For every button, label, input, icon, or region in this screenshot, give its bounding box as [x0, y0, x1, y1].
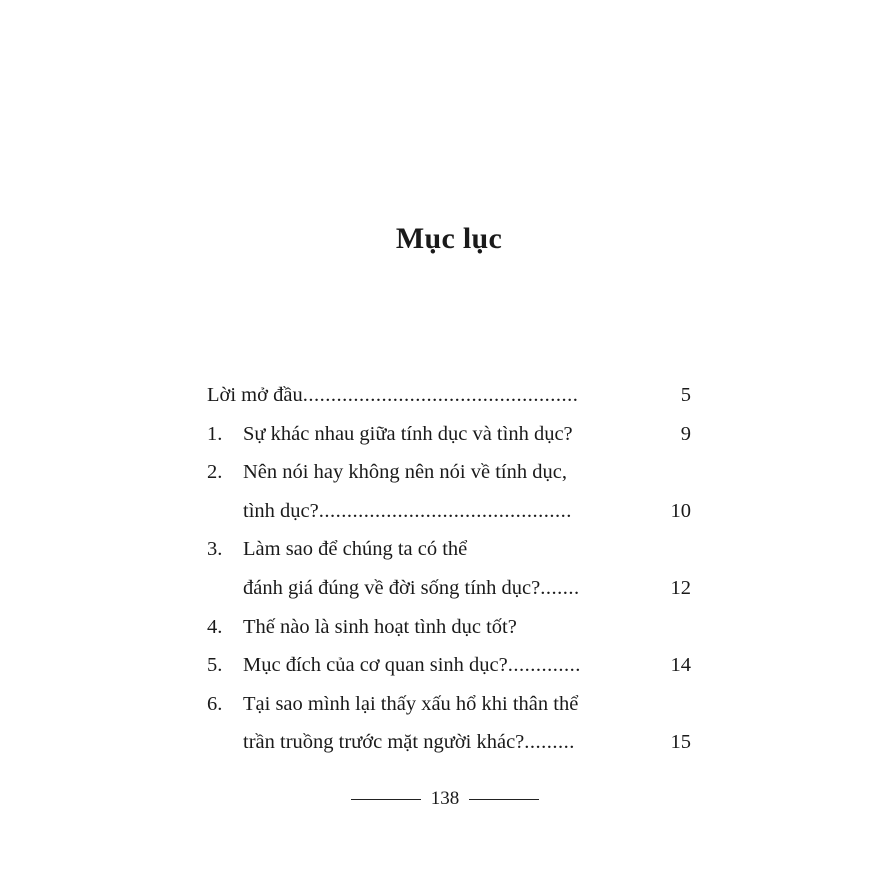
toc-entry-number: 1.	[207, 422, 223, 445]
table-of-contents	[207, 376, 691, 762]
toc-entry-number: 3.	[207, 538, 223, 561]
toc-entry-6-continued	[207, 723, 691, 762]
toc-entry-text: Sự khác nhau giữa tính dục và tình dục?	[243, 422, 573, 445]
toc-entry-5	[207, 646, 691, 685]
toc-entry-2	[207, 453, 691, 492]
toc-entry-number: 4.	[207, 615, 223, 638]
toc-entry-2-continued	[207, 492, 691, 531]
dot-leader: .......	[540, 576, 580, 599]
toc-entry-text: Lời mở đầu	[207, 384, 303, 406]
toc-page-number: 10	[670, 499, 691, 522]
toc-page-number: 5	[680, 384, 691, 406]
toc-entry-text: tình dục?	[243, 499, 319, 522]
dot-leader: .........	[524, 731, 575, 754]
footer-rule-left	[351, 799, 421, 800]
dot-leader: .............	[507, 654, 581, 677]
toc-page-number: 15	[670, 731, 691, 754]
dot-leader: .................................................	[302, 384, 579, 406]
toc-entry-number: 5.	[207, 654, 223, 677]
toc-entry-6	[207, 685, 691, 724]
toc-entry-4	[207, 608, 691, 647]
page-footer	[347, 786, 543, 812]
toc-entry-text: Mục đích của cơ quan sinh dục?	[243, 654, 508, 677]
page-title: Mục lục	[395, 222, 503, 255]
toc-entry-3-continued	[207, 569, 691, 608]
toc-entry-text: đánh giá đúng về đời sống tính dục?	[243, 576, 541, 599]
toc-entry-1	[207, 415, 691, 454]
toc-entry-text: Tại sao mình lại thấy xấu hổ khi thân thể	[243, 692, 579, 715]
folio-page-number: 138	[430, 788, 460, 809]
toc-entry-intro	[207, 376, 691, 415]
toc-entry-text: Thế nào là sinh hoạt tình dục tốt?	[243, 615, 517, 638]
toc-page-number: 12	[670, 576, 691, 599]
toc-entry-number: 2.	[207, 461, 223, 484]
toc-entry-3	[207, 530, 691, 569]
toc-entry-text: Nên nói hay không nên nói về tính dục,	[243, 461, 567, 484]
toc-entry-number: 6.	[207, 692, 223, 715]
footer-rule-right	[469, 799, 539, 800]
dot-leader: .............................................	[318, 499, 572, 522]
toc-entry-text: Làm sao để chúng ta có thể	[243, 538, 468, 561]
toc-page-number: 9	[680, 422, 691, 445]
toc-entry-text: trần truồng trước mặt người khác?	[243, 731, 525, 754]
toc-page-number: 14	[670, 654, 691, 677]
